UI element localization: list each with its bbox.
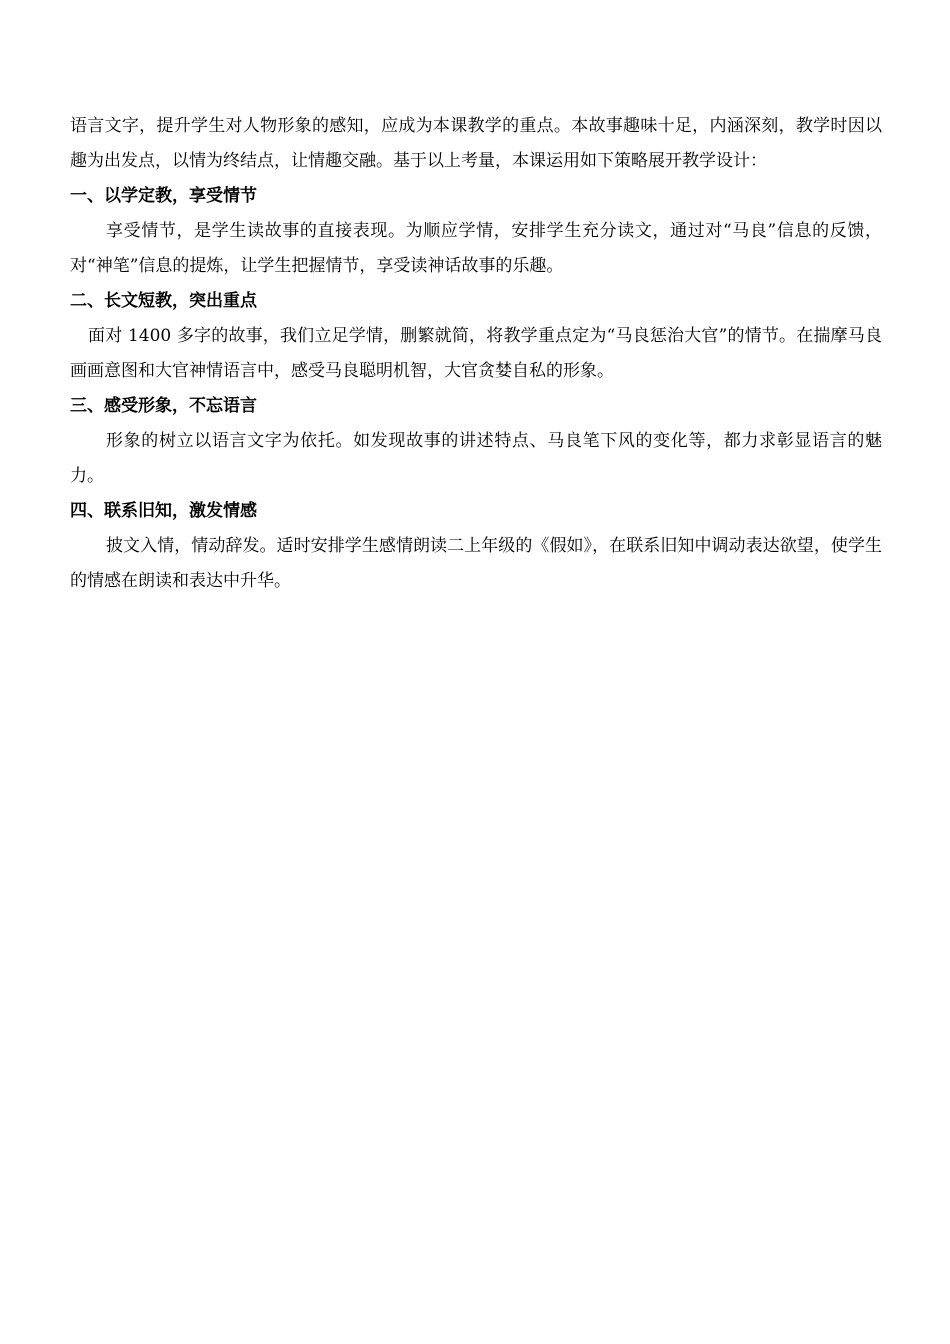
- intro-paragraph: 语言文字，提升学生对人物形象的感知，应成为本课教学的重点。本故事趣味十足，内涵深刻，教学时因以趣为出发点，以情为终结点，让情趣交融。基于以上考量，本课运用如下策略展开教学设计：: [70, 116, 882, 171]
- section-2-paragraph: 面对 1400 多字的故事，我们立足学情，删繁就简，将教学重点定为“马良惩治大官”的情节。在揣摩马良画画意图和大官神情语言中，感受马良聪明机智，大官贪婪自私的形象。: [70, 326, 882, 381]
- section-4-heading: 四、联系旧知，激发情感: [70, 501, 257, 521]
- section-1-paragraph: 享受情节，是学生读故事的直接表现。为顺应学情，安排学生充分读文，通过对“马良”信息的反馈，对“神笔”信息的提炼，让学生把握情节，享受读神话故事的乐趣。: [70, 221, 882, 276]
- section-3-paragraph: 形象的树立以语言文字为依托。如发现故事的讲述特点、马良笔下风的变化等，都力求彰显语言的魅力。: [70, 431, 882, 486]
- document-body: [70, 109, 882, 599]
- section-3-heading: 三、感受形象，不忘语言: [70, 396, 257, 416]
- section-2-heading: 二、长文短教，突出重点: [70, 291, 257, 311]
- section-1-heading: 一、以学定教，享受情节: [70, 186, 257, 206]
- section-4-paragraph: 披文入情，情动辞发。适时安排学生感情朗读二上年级的《假如》，在联系旧知中调动表达欲望，使学生的情感在朗读和表达中升华。: [70, 536, 882, 591]
